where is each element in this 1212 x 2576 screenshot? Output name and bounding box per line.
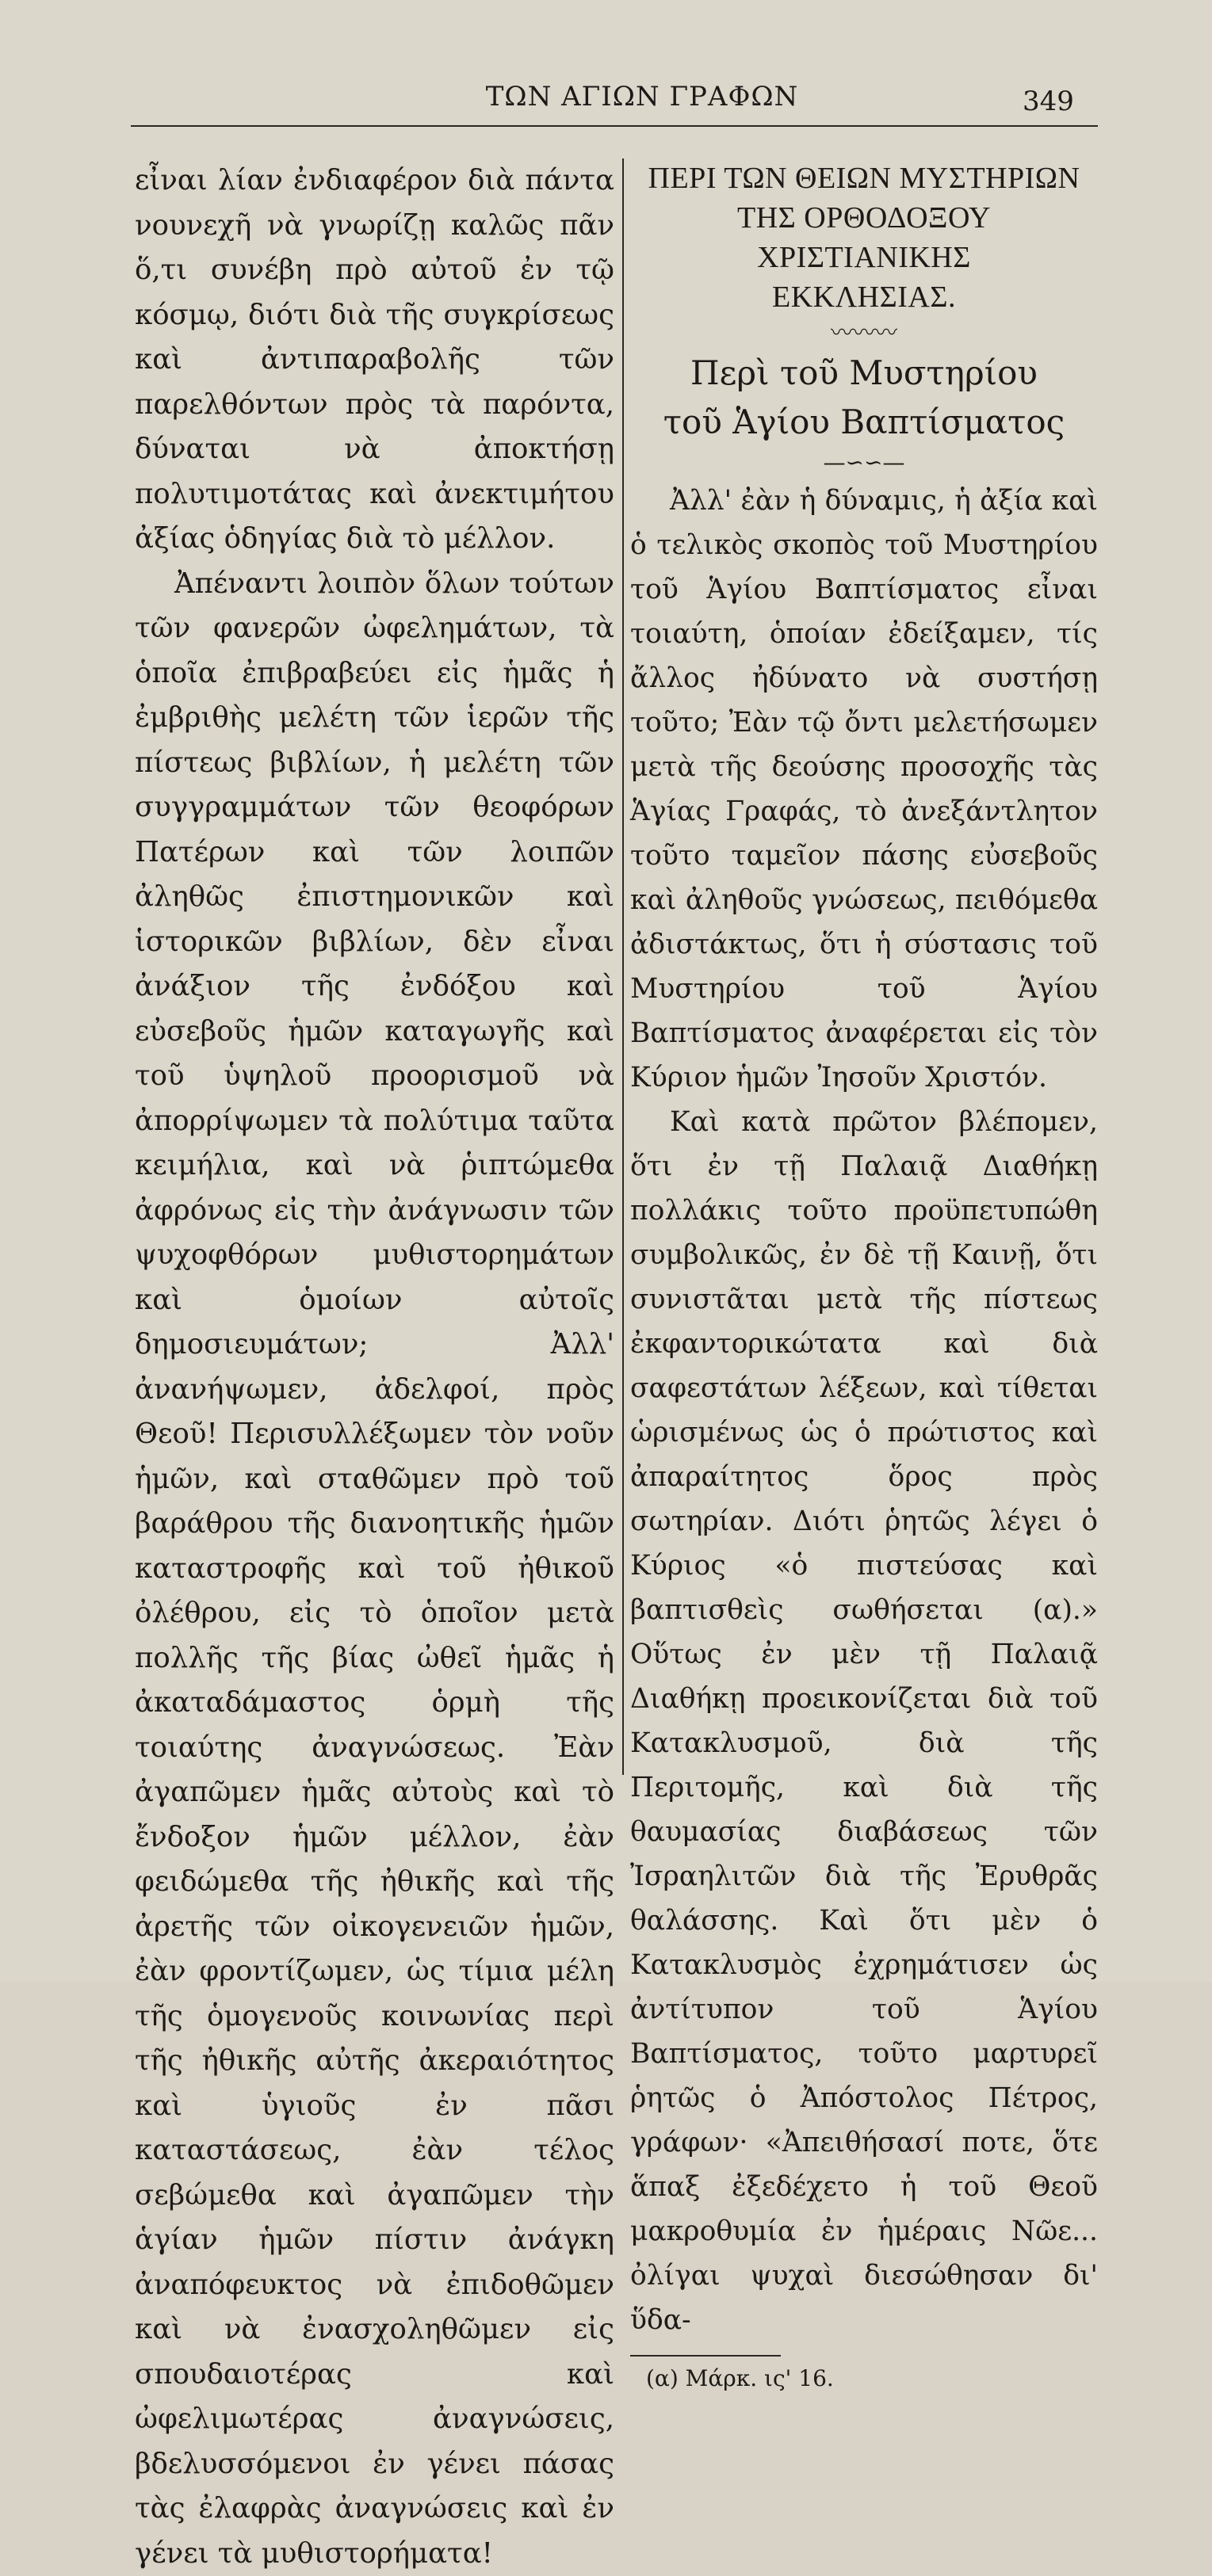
page-header bbox=[0, 71, 1212, 119]
right-paragraph-1: Ἀλλ' ἐὰν ἡ δύναμις, ἡ ἀξία καὶ ὁ τελικὸς σκοπὸς τοῦ Μυστηρίου τοῦ Ἁγίου Βαπτίσματος εἶναι τοιαύτη, ὁποίαν ἐδείξαμεν, τίς ἄλλος ἠδύνατο νὰ συστήσῃ τοῦτο; Ἐὰν τῷ ὄντι μελετήσωμεν μετὰ τῆς δεούσης προσοχῆς τὰς Ἁγίας Γραφάς, τὸ ἀνεξάντλητον τοῦτο ταμεῖον πάσης εὐσεβοῦς καὶ ἀληθοῦς γνώσεως, πειθόμεθα ἀδιστάκτως, ὅτι ἡ σύστασις τοῦ Μυστηρίου τοῦ Ἁγίου Βαπτίσματος ἀναφέρεται εἰς τὸν Κύριον ἡμῶν Ἰησοῦν Χριστόν. bbox=[630, 479, 1098, 1100]
subtitle-line-2: τοῦ Ἁγίου Βαπτίσματος bbox=[630, 398, 1098, 447]
section-heading-line-1: ΠΕΡΙ ΤΩΝ ΘΕΙΩΝ ΜΥΣΤΗΡΙΩΝ bbox=[630, 158, 1098, 198]
page-number: 349 bbox=[1023, 86, 1074, 117]
left-column bbox=[135, 158, 614, 2576]
running-title: ΤΩΝ ΑΓΙΩΝ ΓΡΑΦΩΝ bbox=[444, 81, 840, 113]
left-paragraph-1: εἶναι λίαν ἐνδιαφέρον διὰ πάντα νουνεχῆ νὰ γνωρίζῃ καλῶς πᾶν ὅ,τι συνέβη πρὸ αὐτοῦ ἐν τῷ κόσμῳ, διότι διὰ τῆς συγκρίσεως καὶ ἀντιπαραβολῆς τῶν παρελθόντων πρὸς τὰ παρόντα, δύναται νὰ ἀποκτήσῃ πολυτιμοτάτας καὶ ἀνεκτιμήτου ἀξίας ὁδηγίας διὰ τὸ μέλλον. bbox=[135, 158, 614, 562]
subtitle-line-1: Περὶ τοῦ Μυστηρίου bbox=[630, 349, 1098, 398]
ornament-divider-1: 〰〰〰 bbox=[630, 317, 1098, 349]
section-heading-line-3: ΕΚΚΛΗΣΙΑΣ. bbox=[630, 277, 1098, 317]
header-rule bbox=[131, 125, 1098, 127]
section-heading-line-2: ΤΗΣ ΟΡΘΟΔΟΞΟΥ ΧΡΙΣΤΙΑΝΙΚΗΣ bbox=[630, 198, 1098, 277]
right-paragraph-2: Καὶ κατὰ πρῶτον βλέπομεν, ὅτι ἐν τῇ Παλαιᾷ Διαθήκῃ πολλάκις τοῦτο προϋπετυπώθη συμβολικῶς, ἐν δὲ τῇ Καινῇ, ὅτι συνιστᾶται μετὰ τῆς πίστεως ἐκφαντορικώτατα καὶ διὰ σαφεστάτων λέξεων, καὶ τίθεται ὡρισμένως ὡς ὁ πρώτιστος καὶ ἀπαραίτητος ὅρος πρὸς σωτηρίαν. Διότι ῥητῶς λέγει ὁ Κύριος «ὁ πιστεύσας καὶ βαπτισθεὶς σωθήσεται (α).» Οὕτως ἐν μὲν τῇ Παλαιᾷ Διαθήκῃ προεικονίζεται διὰ τοῦ Κατακλυσμοῦ, διὰ τῆς Περιτομῆς, καὶ διὰ τῆς θαυμασίας διαβάσεως τῶν Ἰσραηλιτῶν διὰ τῆς Ἐρυθρᾶς θαλάσσης. Καὶ ὅτι μὲν ὁ Κατακλυσμὸς ἐχρημάτισεν ὡς ἀντίτυπον τοῦ Ἁγίου Βαπτίσματος, τοῦτο μαρτυρεῖ ῥητῶς ὁ Ἀπόστολος Πέτρος, γράφων· «Ἀπειθήσασί ποτε, ὅτε ἅπαξ ἐξεδέχετο ἡ τοῦ Θεοῦ μακροθυμία ἐν ἡμέραις Νῶε... ὀλίγαι ψυχαὶ διεσώθησαν δι' ὕδα- bbox=[630, 1100, 1098, 2342]
ornament-divider-2: —∽∽— bbox=[630, 447, 1098, 479]
column-divider bbox=[622, 158, 624, 1775]
left-paragraph-2: Ἀπέναντι λοιπὸν ὅλων τούτων τῶν φανερῶν ὠφελημάτων, τὰ ὁποῖα ἐπιβραβεύει εἰς ἡμᾶς ἡ ἐμβριθὴς μελέτη τῶν ἱερῶν τῆς πίστεως βιβλίων, ἡ μελέτη τῶν συγγραμμάτων τῶν θεοφόρων Πατέρων καὶ τῶν λοιπῶν ἀληθῶς ἐπιστημονικῶν καὶ ἱστορικῶν βιβλίων, δὲν εἶναι ἀνάξιον τῆς ἐνδόξου καὶ εὐσεβοῦς ἡμῶν καταγωγῆς καὶ τοῦ ὑψηλοῦ προορισμοῦ νὰ ἀπορρίψωμεν τὰ πολύτιμα ταῦτα κειμήλια, καὶ νὰ ῥιπτώμεθα ἀφρόνως εἰς τὴν ἀνάγνωσιν τῶν ψυχοφθόρων μυθιστορημάτων καὶ ὁμοίων αὐτοῖς δημοσιευμάτων; Ἀλλ' ἀνανήψωμεν, ἀδελφοί, πρὸς Θεοῦ! Περισυλλέξωμεν τὸν νοῦν ἡμῶν, καὶ σταθῶμεν πρὸ τοῦ βαράθρου τῆς διανοητικῆς ἡμῶν καταστροφῆς καὶ τοῦ ἠθικοῦ ὀλέθρου, εἰς τὸ ὁποῖον μετὰ πολλῆς τῆς βίας ὠθεῖ ἡμᾶς ἡ ἀκαταδάμαστος ὁρμὴ τῆς τοιαύτης ἀναγνώσεως. Ἐὰν ἀγαπῶμεν ἡμᾶς αὐτοὺς καὶ τὸ ἔνδοξον ἡμῶν μέλλον, ἐὰν φειδώμεθα τῆς ἠθικῆς καὶ τῆς ἀρετῆς τῶν οἰκογενειῶν ἡμῶν, ἐὰν φροντίζωμεν, ὡς τίμια μέλη τῆς ὁμογενοῦς κοινωνίας περὶ τῆς ἠθικῆς αὐτῆς ἀκεραιότητος καὶ ὑγιοῦς ἐν πᾶσι καταστάσεως, ἐὰν τέλος σεβώμεθα καὶ ἀγαπῶμεν τὴν ἁγίαν ἡμῶν πίστιν ἀνάγκη ἀναπόφευκτος νὰ ἐπιδοθῶμεν καὶ νὰ ἐνασχοληθῶμεν εἰς σπουδαιοτέρας καὶ ὠφελιμωτέρας ἀναγνώσεις, βδελυσσόμενοι ἐν γένει πάσας τὰς ἐλαφρὰς ἀναγνώσεις καὶ ἐν γένει τὰ μυθιστορήματα! bbox=[135, 562, 614, 2576]
footnote: (α) Μάρκ. ις' 16. bbox=[630, 2363, 1098, 2395]
footnote-rule bbox=[630, 2355, 781, 2357]
right-column bbox=[630, 158, 1098, 2395]
